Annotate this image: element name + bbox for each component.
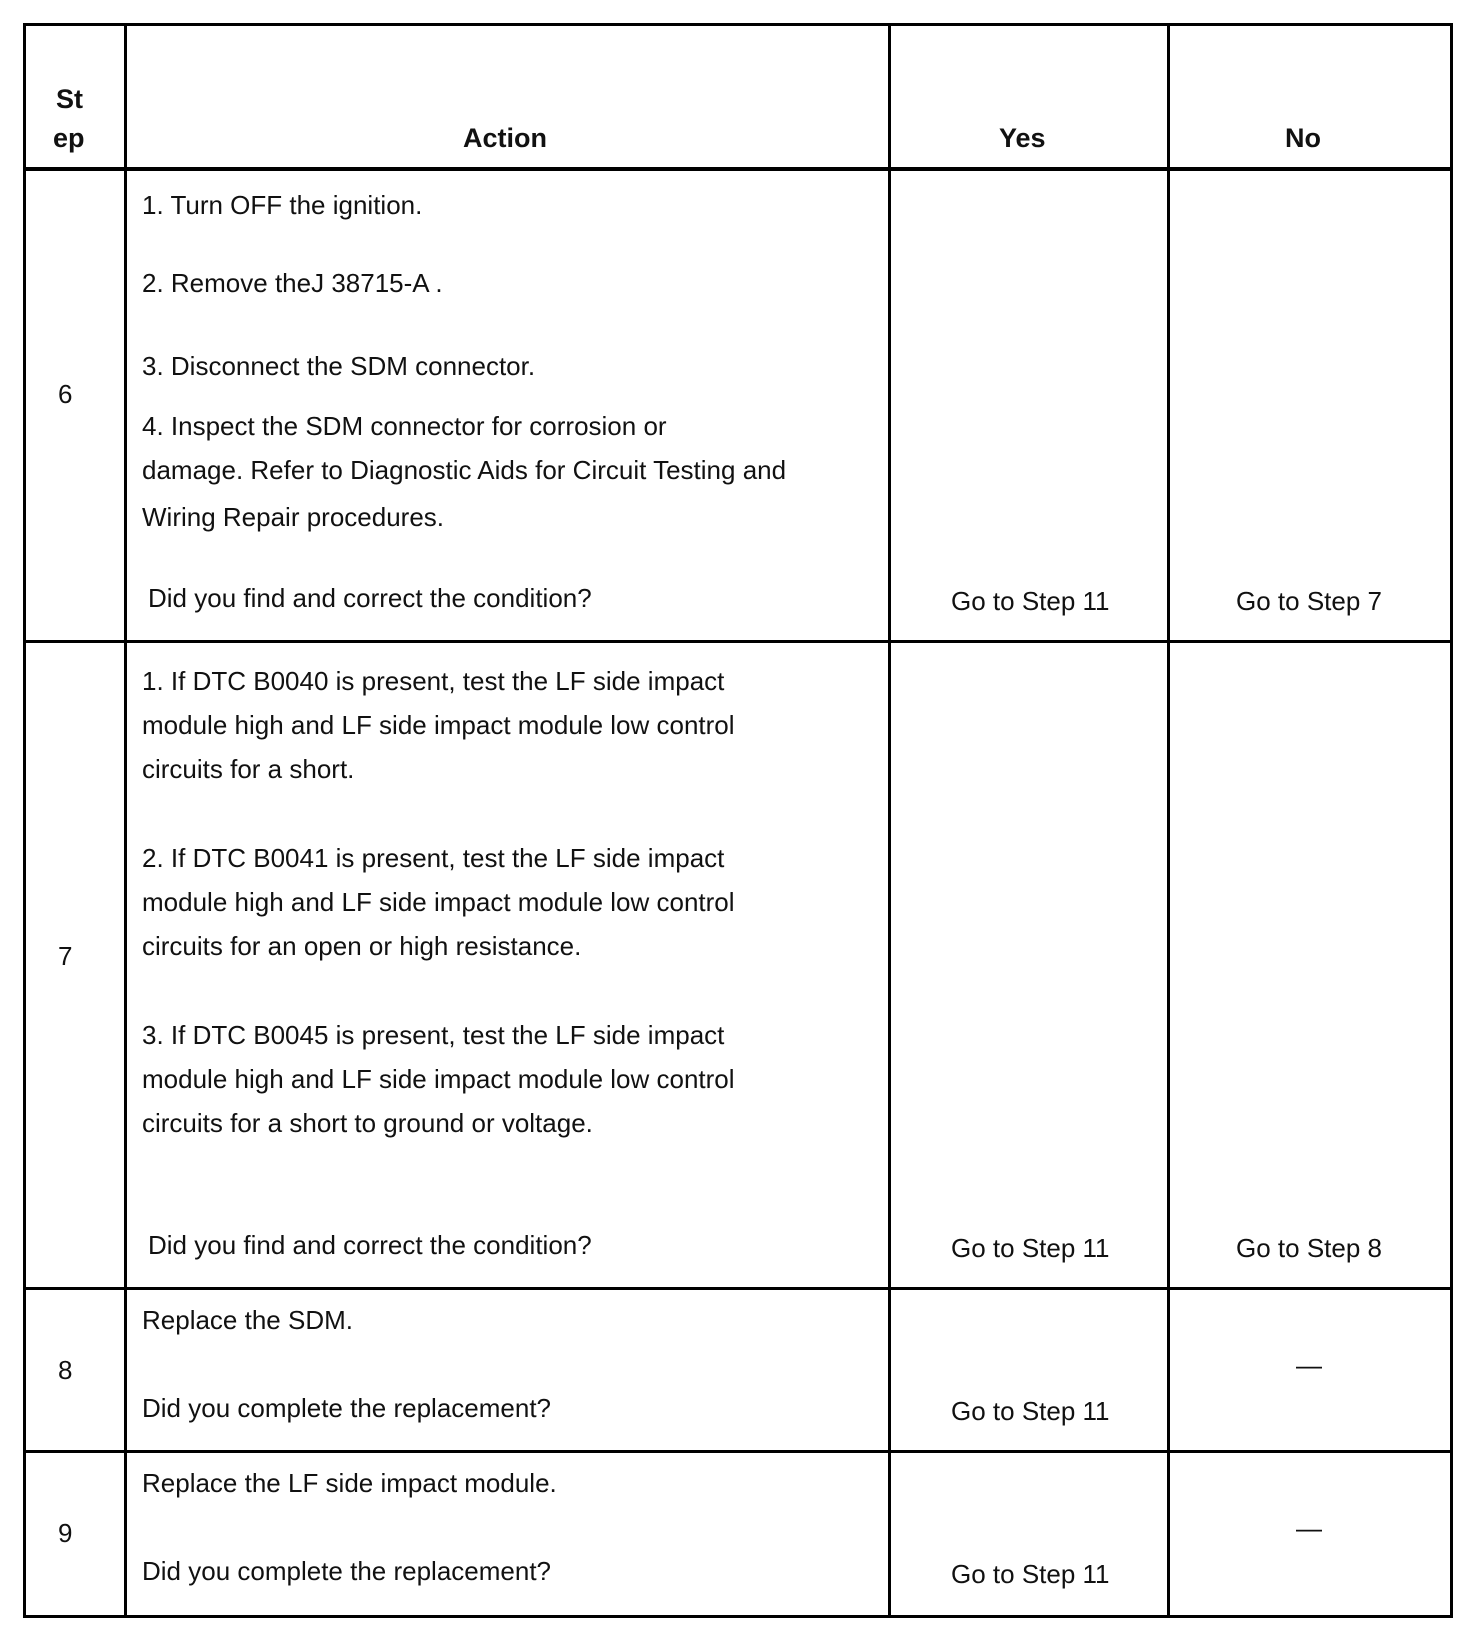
yes-result: Go to Step 11: [951, 1396, 1110, 1426]
action-item: circuits for an open or high resistance.: [142, 931, 582, 961]
action-item: module high and LF side impact module low control: [142, 1064, 735, 1094]
action-item: module high and LF side impact module low control: [142, 710, 735, 740]
header-no: No: [1285, 123, 1321, 153]
yes-result: Go to Step 11: [951, 1233, 1110, 1263]
action-question: Did you complete the replacement?: [142, 1393, 552, 1423]
header-step-line2: ep: [53, 123, 85, 153]
header-action: Action: [463, 123, 547, 153]
action-item: Wiring Repair procedures.: [142, 502, 445, 532]
step-number: 7: [58, 941, 73, 971]
action-question: Did you find and correct the condition?: [148, 1230, 592, 1260]
table-row: [26, 1453, 1450, 1615]
action-question: Did you find and correct the condition?: [148, 583, 592, 613]
table-row: [26, 1290, 1450, 1450]
table-row: [26, 643, 1450, 1287]
action-item: circuits for a short to ground or voltage.: [142, 1108, 593, 1138]
table-row: [26, 171, 1450, 640]
no-result: —: [1296, 1350, 1322, 1380]
action-item: 4. Inspect the SDM connector for corrosion or: [142, 411, 667, 441]
action-item: 1. Turn OFF the ignition.: [142, 190, 423, 220]
action-item: circuits for a short.: [142, 754, 355, 784]
header-step-line1: St: [56, 84, 83, 114]
action-item: module high and LF side impact module low control: [142, 887, 735, 917]
action-item: 2. If DTC B0041 is present, test the LF side impact: [142, 843, 725, 873]
header-row: [26, 26, 1450, 167]
no-result: Go to Step 8: [1236, 1233, 1382, 1263]
step-number: 9: [58, 1518, 73, 1548]
action-item: 1. If DTC B0040 is present, test the LF side impact: [142, 666, 725, 696]
action-item: damage. Refer to Diagnostic Aids for Circuit Testing and: [142, 455, 787, 485]
action-item: Replace the LF side impact module.: [142, 1468, 557, 1498]
action-item: Replace the SDM.: [142, 1305, 353, 1335]
step-number: 6: [58, 379, 73, 409]
step-number: 8: [58, 1355, 73, 1385]
diagnostic-table: [23, 23, 1453, 1618]
header-yes: Yes: [999, 123, 1046, 153]
yes-result: Go to Step 11: [951, 1559, 1110, 1589]
action-item: 3. If DTC B0045 is present, test the LF side impact: [142, 1020, 725, 1050]
no-result: —: [1296, 1513, 1322, 1543]
action-question: Did you complete the replacement?: [142, 1556, 552, 1586]
yes-result: Go to Step 11: [951, 586, 1110, 616]
no-result: Go to Step 7: [1236, 586, 1382, 616]
action-item: 2. Remove theJ 38715-A .: [142, 268, 443, 298]
action-item: 3. Disconnect the SDM connector.: [142, 351, 536, 381]
